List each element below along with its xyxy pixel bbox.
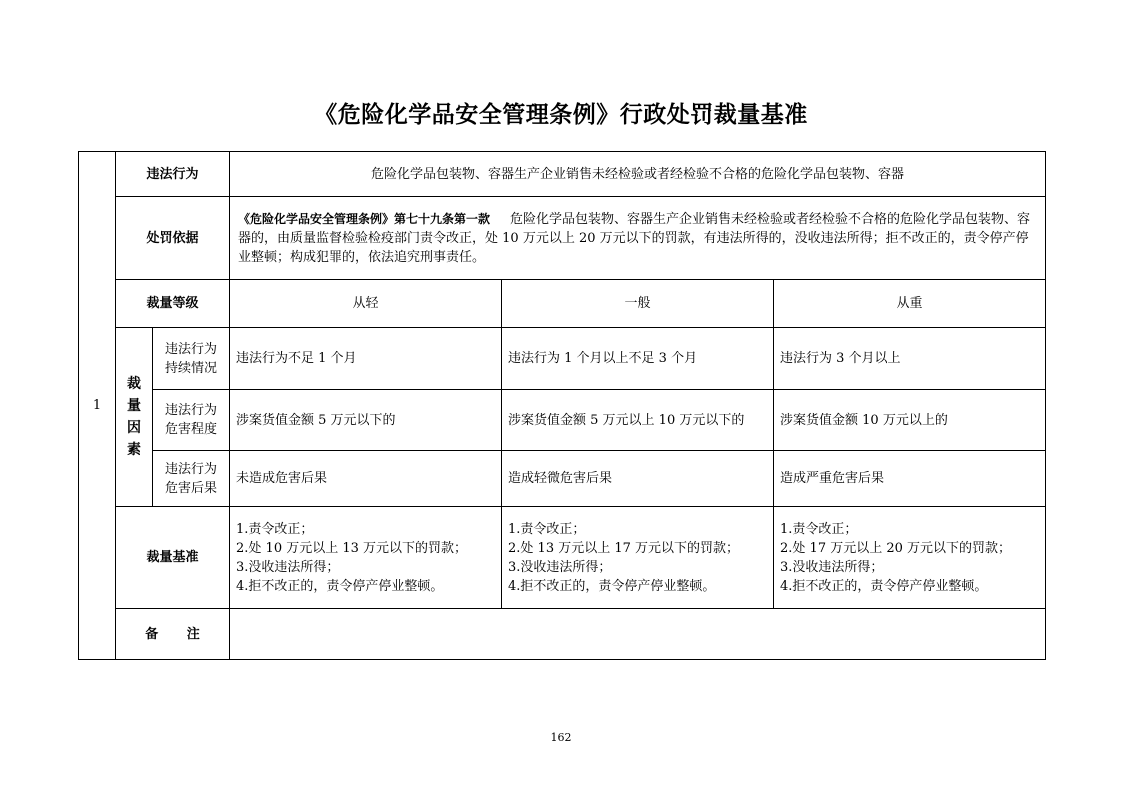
standard-label: 裁量基准	[116, 507, 230, 609]
basis-lead: 《危险化学品安全管理条例》第七十九条第一款	[238, 211, 491, 226]
basis-content	[230, 197, 1046, 280]
basis-row	[79, 197, 1046, 280]
standard-normal	[502, 507, 774, 609]
factor-value: 涉案货值金额 5 万元以上 10 万元以下的	[502, 390, 774, 451]
factor-value: 违法行为 1 个月以上不足 3 个月	[502, 328, 774, 390]
notes-label: 备 注	[116, 609, 230, 660]
factor-name-line: 违法行为	[165, 461, 218, 477]
standard-item: 1.责令改正；	[508, 521, 586, 537]
levels-row	[79, 280, 1046, 328]
factor-name-line: 违法行为	[165, 403, 218, 418]
standard-item: 2.处 17 万元以上 20 万元以下的罚款；	[780, 540, 1012, 556]
violation-label: 违法行为	[116, 152, 230, 197]
standard-item: 4.拒不改正的，责令停产停业整顿。	[780, 578, 988, 594]
factor-group-char: 素	[127, 442, 141, 458]
factor-value: 涉案货值金额 10 万元以上的	[774, 390, 1046, 451]
standard-item: 4.拒不改正的，责令停产停业整顿。	[236, 578, 444, 594]
factor-name-line: 持续情况	[165, 360, 218, 376]
violation-text: 危险化学品包装物、容器生产企业销售未经检验或者经检验不合格的危险化学品包装物、容器	[230, 152, 1046, 197]
factor-value: 涉案货值金额 5 万元以下的	[230, 390, 502, 451]
standard-item: 3.没收违法所得；	[236, 559, 340, 575]
factor-value: 造成严重危害后果	[774, 451, 1046, 507]
factor-value: 违法行为不足 1 个月	[230, 328, 502, 390]
notes-content	[230, 609, 1046, 660]
basis-label: 处罚依据	[116, 197, 230, 280]
factor-group-label	[116, 328, 153, 507]
levels-label: 裁量等级	[116, 280, 230, 328]
factor-group-char: 因	[127, 420, 141, 436]
factor-row-severity	[79, 390, 1046, 451]
page-number: 162	[550, 731, 572, 744]
factor-row-consequence	[79, 451, 1046, 507]
sequence-number: 1	[79, 152, 116, 660]
standard-light	[230, 507, 502, 609]
violation-row	[79, 152, 1046, 197]
factor-name-line: 危害程度	[165, 422, 218, 437]
factor-value: 未造成危害后果	[230, 451, 502, 507]
standard-row	[79, 507, 1046, 609]
standard-item: 2.处 13 万元以上 17 万元以下的罚款；	[508, 540, 740, 556]
basis-text: 危险化学品包装物、容器生产企业销售未经检验或者经检验不合格的危险化学品包装物、容器的，由质量监督检验检疫部门责令改正，处 10 万元以上 20 万元以下的罚款，有违法所得的，没收违法所得；拒不改正的，责令停产停业整顿；构成犯罪的，依法追究刑事责任。	[238, 211, 1031, 265]
page-title: 《危险化学品安全管理条例》行政处罚裁量基准	[314, 102, 808, 128]
factor-row-duration	[79, 328, 1046, 390]
factor-name-severity	[153, 390, 230, 451]
standard-item: 3.没收违法所得；	[508, 559, 612, 575]
standard-item: 3.没收违法所得；	[780, 559, 884, 575]
factor-name-line: 危害后果	[165, 480, 218, 496]
factor-value: 造成轻微危害后果	[502, 451, 774, 507]
standard-item: 1.责令改正；	[780, 521, 858, 537]
standard-item: 2.处 10 万元以上 13 万元以下的罚款；	[236, 540, 468, 556]
factor-group-char: 裁	[127, 376, 141, 392]
discretion-table	[78, 151, 1046, 660]
standard-item: 4.拒不改正的，责令停产停业整顿。	[508, 578, 716, 594]
factor-name-line: 违法行为	[165, 341, 218, 357]
level-light: 从轻	[230, 280, 502, 328]
level-heavy: 从重	[774, 280, 1046, 328]
factor-group-char: 量	[127, 398, 141, 414]
standard-item: 1.责令改正；	[236, 521, 314, 537]
factor-name-duration	[153, 328, 230, 390]
factor-value: 违法行为 3 个月以上	[774, 328, 1046, 390]
notes-row	[79, 609, 1046, 660]
standard-heavy	[774, 507, 1046, 609]
factor-name-consequence	[153, 451, 230, 507]
level-normal: 一般	[502, 280, 774, 328]
